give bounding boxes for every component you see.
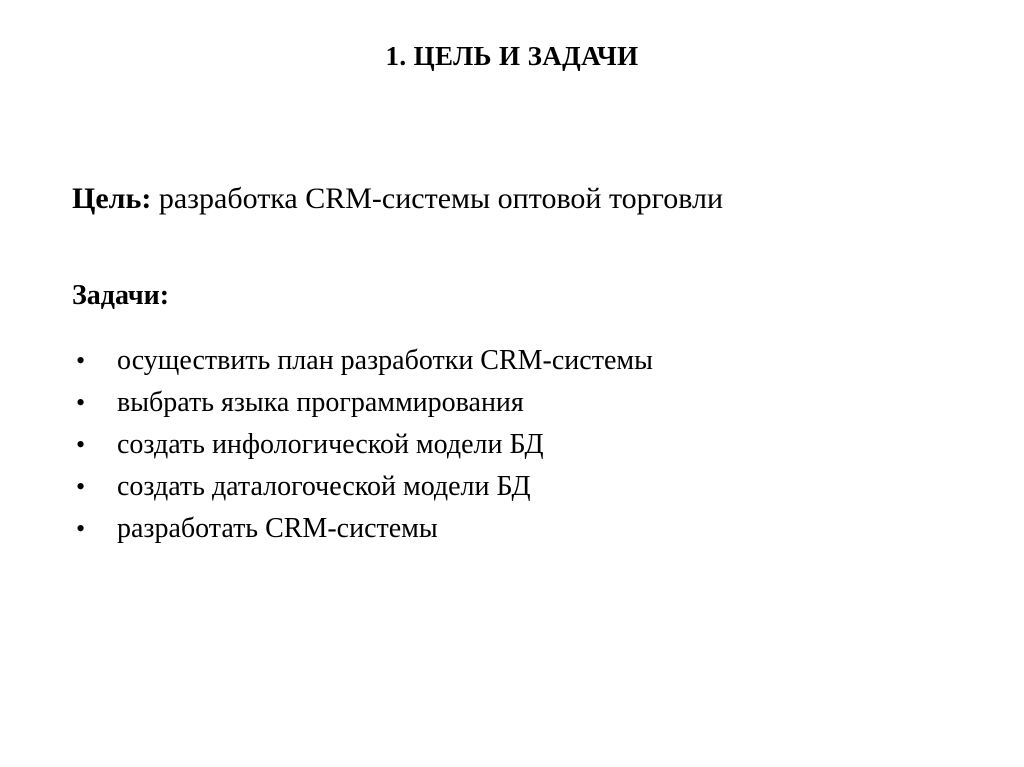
list-item-label: осуществить план разработки CRM-системы xyxy=(117,345,653,376)
goal-statement xyxy=(72,180,723,218)
list-item-label: создать инфологической модели БД xyxy=(117,429,544,460)
list-item xyxy=(72,424,952,466)
goal-text: разработка CRM-системы оптовой торговли xyxy=(151,182,724,215)
tasks-heading: Задачи: xyxy=(72,280,170,311)
list-item-label: разработать CRM-системы xyxy=(117,513,438,544)
list-item xyxy=(72,382,952,424)
bullet-icon: • xyxy=(76,514,86,543)
bullet-icon: • xyxy=(76,472,86,501)
page-title: 1. ЦЕЛЬ И ЗАДАЧИ xyxy=(385,41,639,71)
bullet-icon: • xyxy=(76,388,86,417)
list-item-label: создать даталогоческой модели БД xyxy=(117,471,531,502)
list-item xyxy=(72,508,952,550)
list-item xyxy=(72,340,952,382)
list-item-label: выбрать языка программирования xyxy=(117,387,524,418)
bullet-icon: • xyxy=(76,346,86,375)
list-item xyxy=(72,466,952,508)
tasks-list xyxy=(72,340,952,550)
goal-label: Цель: xyxy=(72,182,152,215)
bullet-icon: • xyxy=(76,430,86,459)
